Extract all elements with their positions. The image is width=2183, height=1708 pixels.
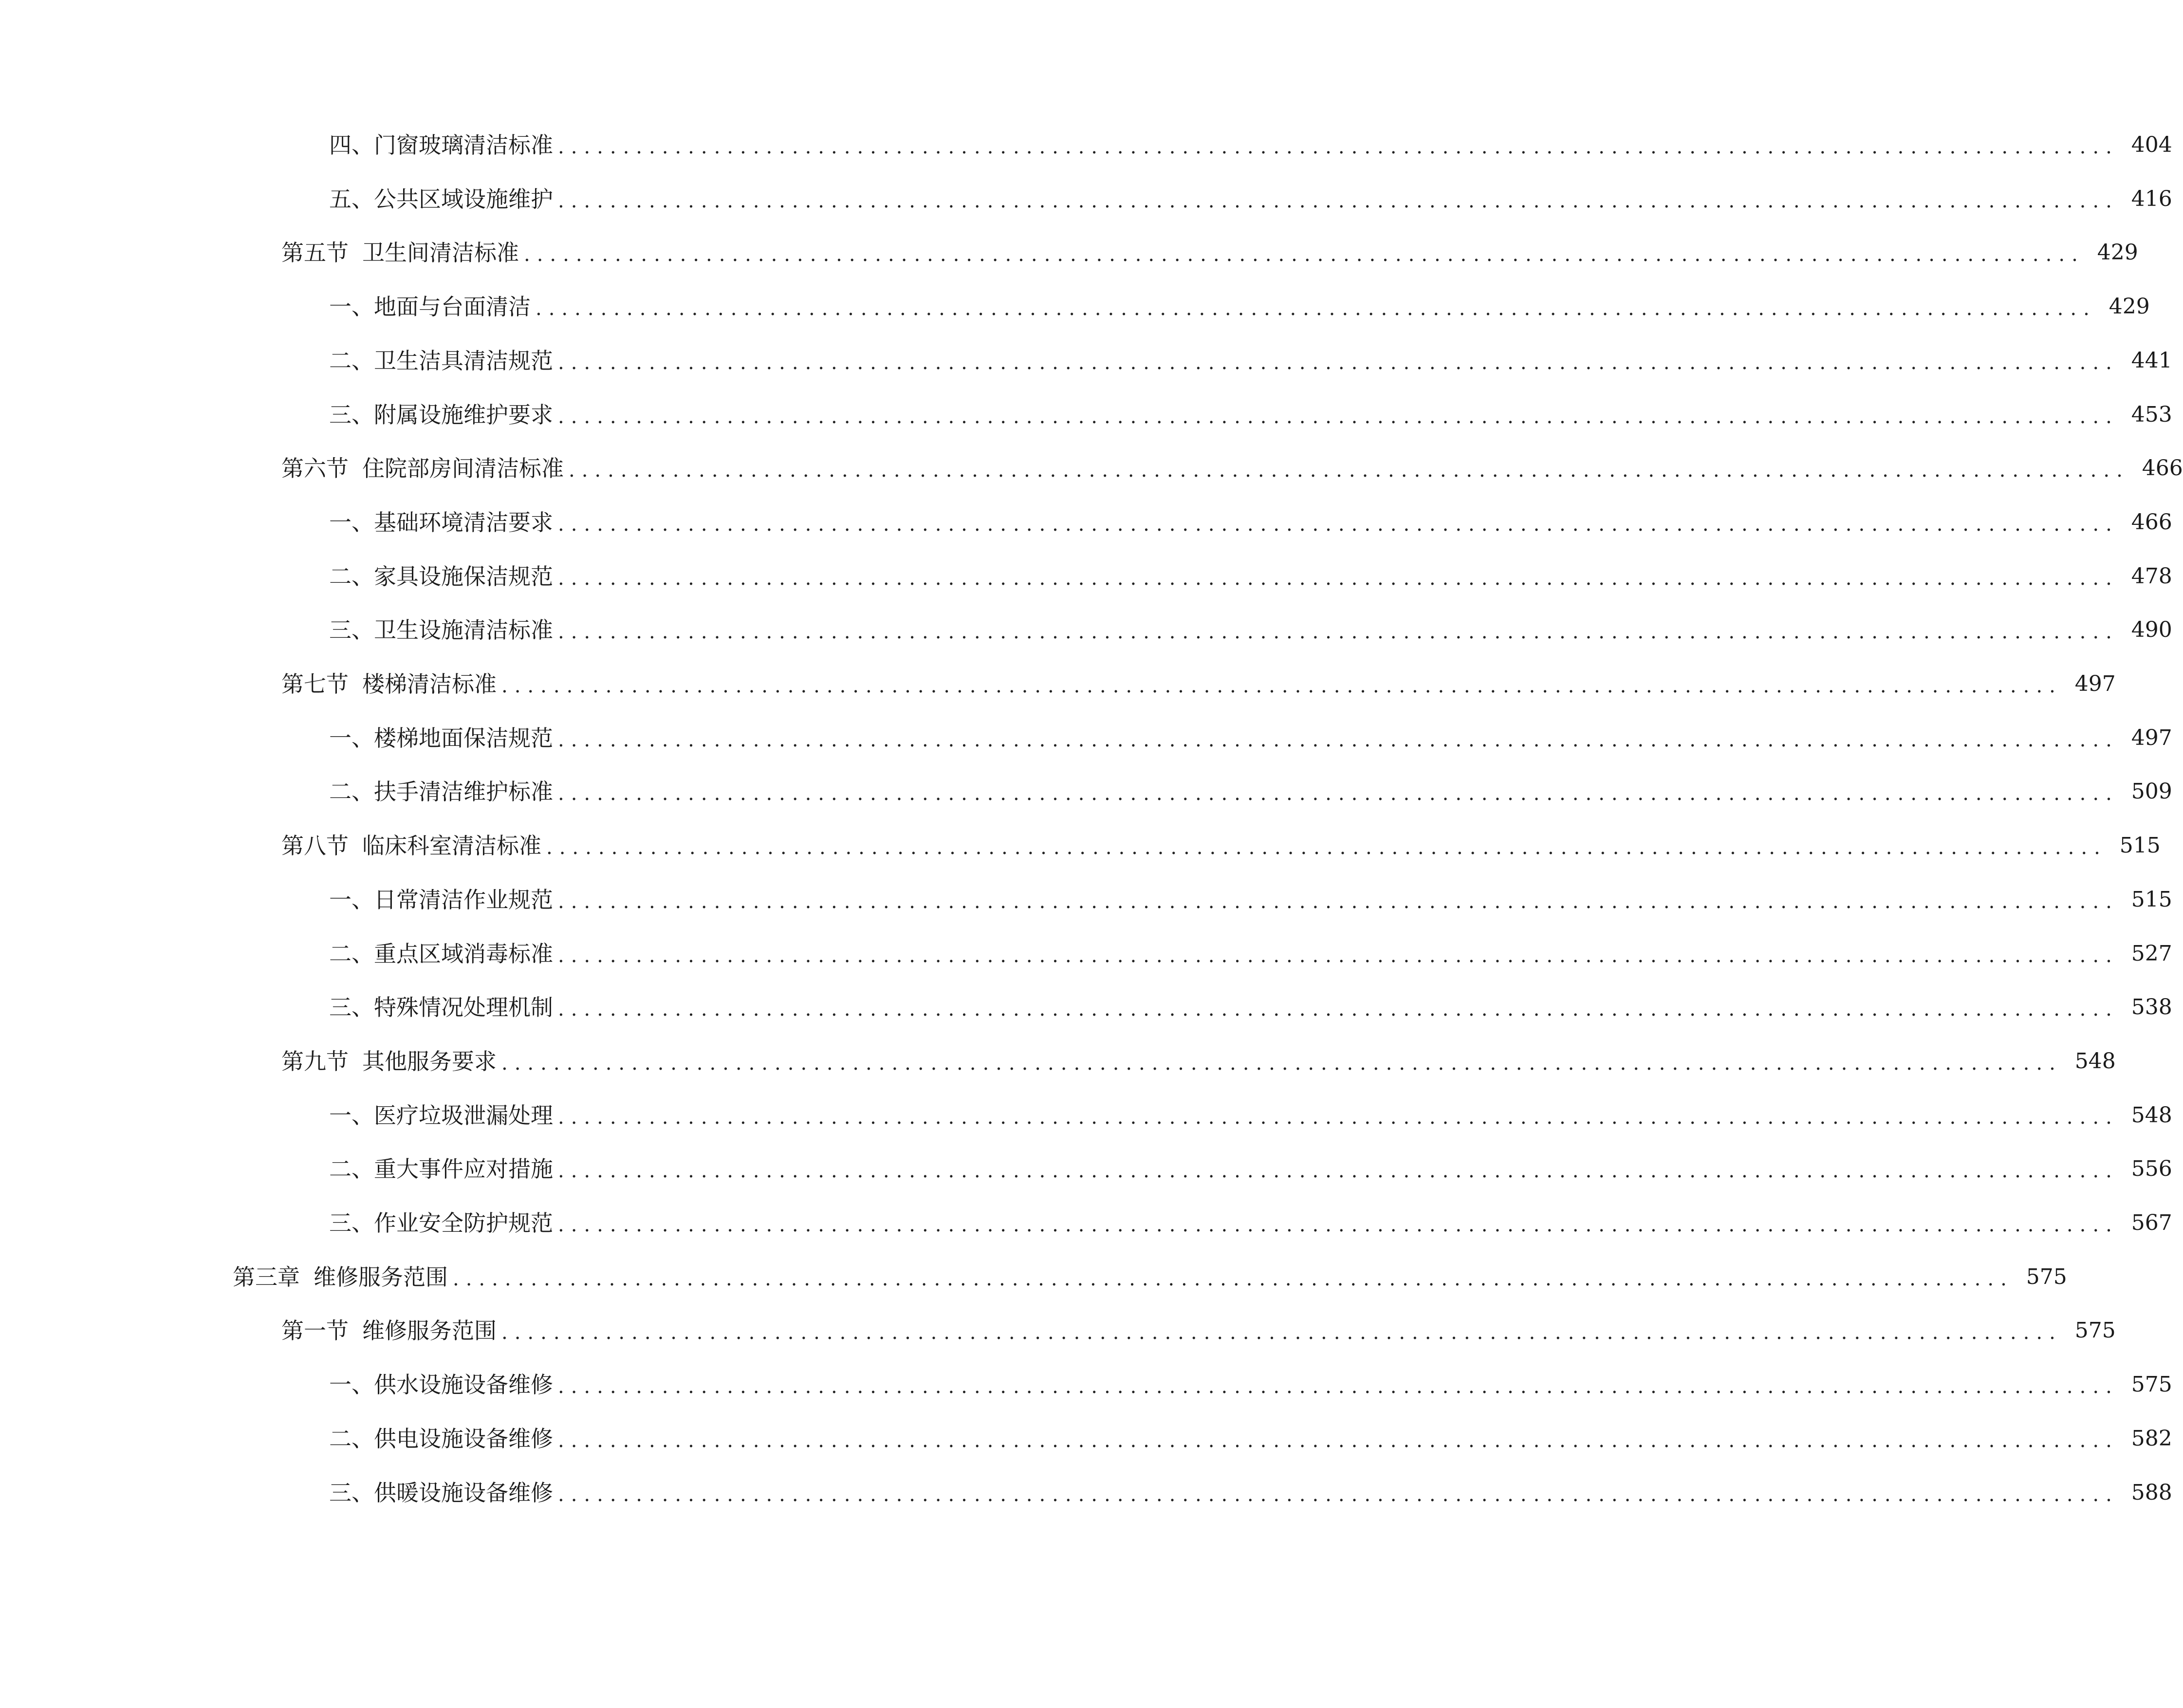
toc-entry-prefix: 一、	[329, 1372, 374, 1398]
toc-entry[interactable]	[281, 829, 2161, 863]
toc-entry-title: 基础环境清洁要求	[374, 509, 553, 536]
toc-dot-leader: ........................................................................................................................	[558, 729, 2119, 751]
toc-entry-title: 家具设施保洁规范	[374, 563, 553, 590]
toc-entry[interactable]	[281, 236, 2138, 270]
toc-entry-title: 临床科室清洁标准	[362, 833, 541, 859]
toc-entry[interactable]	[233, 1260, 2067, 1294]
toc-entry-title: 楼梯地面保洁规范	[374, 725, 553, 751]
toc-dot-leader: ........................................................................................................................	[558, 513, 2119, 536]
toc-entry[interactable]	[329, 290, 2150, 324]
toc-entry[interactable]	[329, 1098, 2172, 1132]
toc-entry-page-number: 497	[2074, 671, 2116, 696]
toc-entry-title: 楼梯清洁标准	[362, 671, 497, 697]
toc-entry-page-number: 575	[2074, 1318, 2116, 1343]
toc-dot-leader: ........................................................................................................................	[558, 998, 2119, 1021]
toc-entry-page-number: 466	[2131, 510, 2172, 535]
toc-entry-title: 地面与台面清洁	[374, 294, 531, 320]
toc-entry-prefix: 二、	[329, 1156, 374, 1182]
toc-entry-page-number: 509	[2131, 779, 2172, 804]
toc-dot-leader: ........................................................................................................................	[558, 1430, 2119, 1452]
toc-entry[interactable]	[329, 1422, 2172, 1456]
toc-entry-prefix: 二、	[329, 348, 374, 374]
toc-entry-prefix: 第七节	[281, 671, 349, 697]
toc-entry[interactable]	[329, 613, 2172, 647]
toc-dot-leader: ........................................................................................................................	[501, 675, 2062, 697]
toc-entry-page-number: 575	[2131, 1372, 2172, 1397]
toc-entry[interactable]	[329, 128, 2172, 162]
toc-entry-prefix: 一、	[329, 509, 374, 536]
toc-dot-leader: ........................................................................................................................	[558, 406, 2119, 428]
toc-entry-prefix: 第八节	[281, 833, 349, 859]
toc-dot-leader: ........................................................................................................................	[501, 1052, 2062, 1075]
toc-entry[interactable]	[329, 559, 2172, 594]
toc-entry-title: 卫生洁具清洁规范	[374, 348, 553, 374]
toc-dot-leader: ........................................................................................................................	[558, 1160, 2119, 1182]
toc-entry-title: 重点区域消毒标准	[374, 941, 553, 967]
toc-entry-prefix: 第九节	[281, 1048, 349, 1075]
toc-dot-leader: ........................................................................................................................	[558, 1214, 2119, 1236]
toc-entry-page-number: 404	[2131, 132, 2172, 157]
toc-entry-title: 维修服务范围	[314, 1264, 448, 1290]
toc-entry[interactable]	[329, 1476, 2172, 1510]
toc-entry-page-number: 588	[2131, 1480, 2172, 1505]
toc-entry-page-number: 466	[2142, 456, 2183, 481]
toc-dot-leader: ........................................................................................................................	[558, 1484, 2119, 1506]
toc-entry-page-number: 556	[2131, 1156, 2172, 1181]
toc-entry-prefix: 一、	[329, 725, 374, 751]
toc-dot-leader: ........................................................................................................................	[569, 459, 2129, 482]
toc-entry-prefix: 一、	[329, 294, 374, 320]
toc-dot-leader: ........................................................................................................................	[558, 136, 2119, 158]
toc-dot-leader: ........................................................................................................................	[558, 945, 2119, 967]
toc-entry-page-number: 515	[2119, 833, 2161, 858]
toc-dot-leader: ........................................................................................................................	[453, 1268, 2014, 1290]
toc-entry-page-number: 538	[2131, 995, 2172, 1020]
toc-entry[interactable]	[329, 505, 2172, 539]
toc-entry-prefix: 第一节	[281, 1318, 349, 1344]
toc-entry-page-number: 515	[2131, 887, 2172, 912]
toc-entry-title: 维修服务范围	[362, 1318, 497, 1344]
toc-entry-title: 其他服务要求	[362, 1048, 497, 1075]
toc-entry-title: 日常清洁作业规范	[374, 887, 553, 913]
toc-entry-prefix: 四、	[329, 132, 374, 158]
toc-dot-leader: ........................................................................................................................	[558, 567, 2119, 590]
toc-dot-leader: ........................................................................................................................	[558, 190, 2119, 212]
toc-entry-prefix: 三、	[329, 1480, 374, 1506]
toc-entry-title: 重大事件应对措施	[374, 1156, 553, 1182]
toc-entry-page-number: 548	[2074, 1049, 2116, 1074]
toc-entry-prefix: 三、	[329, 994, 374, 1021]
toc-entry[interactable]	[281, 1314, 2116, 1348]
toc-dot-leader: ........................................................................................................................	[558, 891, 2119, 913]
toc-entry-title: 医疗垃圾泄漏处理	[374, 1102, 553, 1129]
toc-entry-page-number: 441	[2131, 348, 2172, 373]
toc-entry-page-number: 429	[2097, 240, 2138, 265]
toc-dot-leader: ........................................................................................................................	[524, 243, 2085, 266]
toc-entry-title: 作业安全防护规范	[374, 1210, 553, 1236]
toc-entry[interactable]	[329, 883, 2172, 917]
toc-entry-title: 特殊情况处理机制	[374, 994, 553, 1021]
toc-entry-prefix: 二、	[329, 941, 374, 967]
toc-entry[interactable]	[329, 182, 2172, 216]
toc-entry-page-number: 582	[2131, 1426, 2172, 1451]
toc-entry-prefix: 第三章	[233, 1264, 300, 1290]
toc-entry[interactable]	[329, 1152, 2172, 1186]
toc-entry-title: 扶手清洁维护标准	[374, 779, 553, 805]
toc-dot-leader: ........................................................................................................................	[558, 1375, 2119, 1398]
toc-entry-title: 门窗玻璃清洁标准	[374, 132, 553, 158]
toc-entry-title: 供水设施设备维修	[374, 1372, 553, 1398]
toc-entry-prefix: 二、	[329, 779, 374, 805]
toc-entry-title: 附属设施维护要求	[374, 402, 553, 428]
toc-entry-page-number: 429	[2109, 294, 2150, 319]
toc-entry-prefix: 第六节	[281, 455, 349, 482]
toc-entry[interactable]	[281, 1044, 2116, 1078]
toc-entry[interactable]	[329, 775, 2172, 809]
toc-entry[interactable]	[329, 1368, 2172, 1402]
toc-entry[interactable]	[329, 937, 2172, 971]
toc-entry-title: 住院部房间清洁标准	[362, 455, 564, 482]
toc-entry-title: 卫生间清洁标准	[362, 240, 519, 266]
toc-entry-title: 卫生设施清洁标准	[374, 617, 553, 643]
toc-dot-leader: ........................................................................................................................	[558, 352, 2119, 374]
toc-entry-prefix: 一、	[329, 1102, 374, 1129]
toc-dot-leader: ........................................................................................................................	[558, 621, 2119, 643]
toc-dot-leader: ........................................................................................................................	[558, 782, 2119, 805]
toc-entry-page-number: 478	[2131, 564, 2172, 589]
toc-entry-prefix: 一、	[329, 887, 374, 913]
toc-entry[interactable]	[329, 344, 2172, 378]
toc-entry[interactable]	[329, 721, 2172, 755]
toc-entry[interactable]	[329, 990, 2172, 1024]
toc-dot-leader: ........................................................................................................................	[558, 1106, 2119, 1129]
toc-entry-prefix: 二、	[329, 1426, 374, 1452]
toc-entry-page-number: 453	[2131, 402, 2172, 427]
toc-entry-page-number: 575	[2026, 1264, 2067, 1289]
toc-entry-page-number: 490	[2131, 617, 2172, 642]
toc-entry-page-number: 497	[2131, 725, 2172, 750]
toc-entry-page-number: 527	[2131, 941, 2172, 966]
toc-entry[interactable]	[329, 1206, 2172, 1240]
toc-entry-page-number: 567	[2131, 1210, 2172, 1235]
toc-entry-page-number: 416	[2131, 186, 2172, 211]
toc-entry-title: 供暖设施设备维修	[374, 1480, 553, 1506]
toc-entry-page-number: 548	[2131, 1103, 2172, 1128]
toc-entry[interactable]	[281, 451, 2183, 485]
toc-entry-prefix: 五、	[329, 186, 374, 212]
toc-entry-title: 供电设施设备维修	[374, 1426, 553, 1452]
toc-dot-leader: ........................................................................................................................	[546, 836, 2107, 859]
toc-entry-prefix: 二、	[329, 563, 374, 590]
toc-entry-prefix: 三、	[329, 1210, 374, 1236]
toc-entry-prefix: 三、	[329, 617, 374, 643]
toc-entry-title: 公共区域设施维护	[374, 186, 553, 212]
toc-entry[interactable]	[329, 398, 2172, 432]
toc-dot-leader: ........................................................................................................................	[536, 297, 2096, 320]
toc-dot-leader: ........................................................................................................................	[501, 1321, 2062, 1344]
toc-entry[interactable]	[281, 667, 2116, 701]
toc-entry-prefix: 第五节	[281, 240, 349, 266]
toc-entry-prefix: 三、	[329, 402, 374, 428]
